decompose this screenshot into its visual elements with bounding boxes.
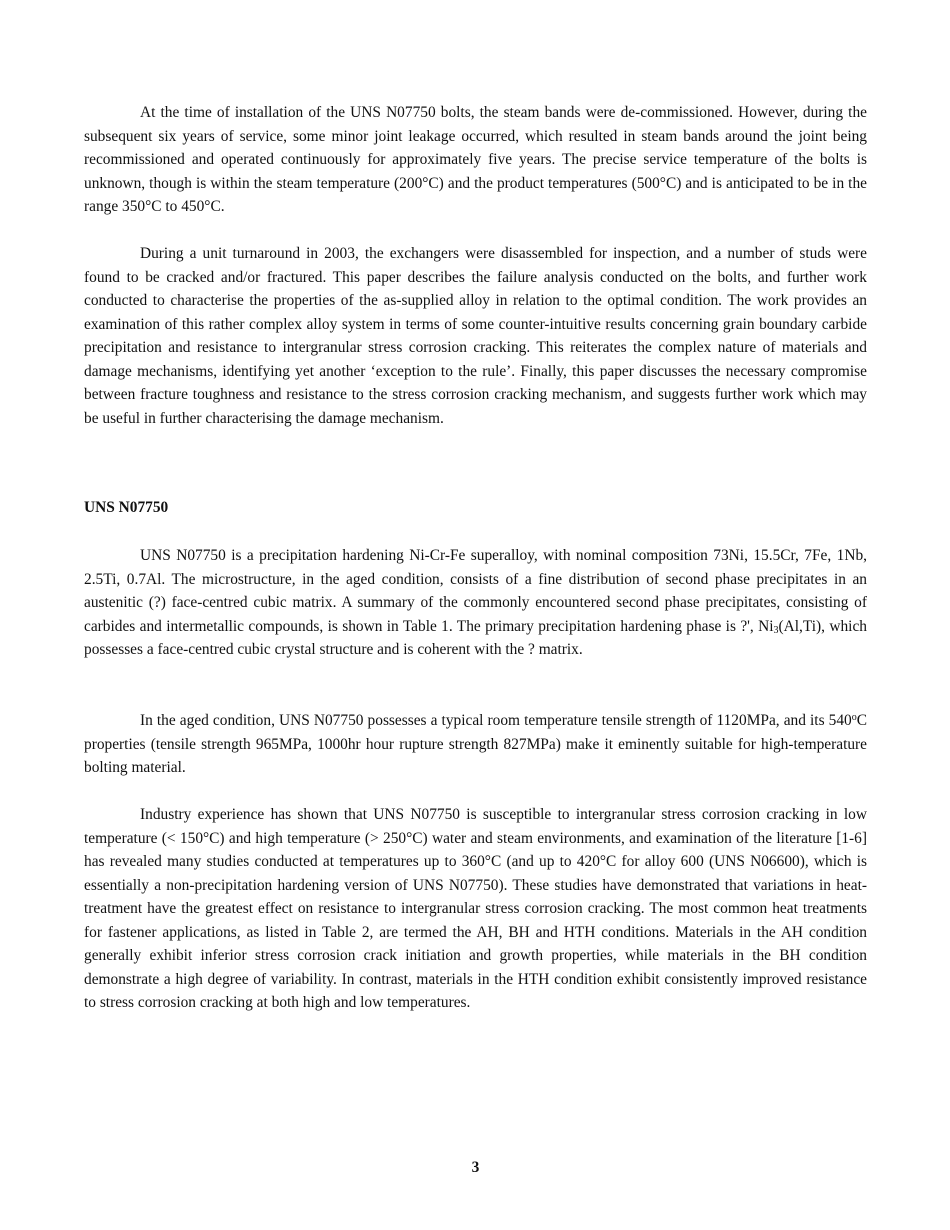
paragraph-alloy-description [84, 544, 867, 662]
paragraph-aged-properties [84, 709, 867, 780]
paragraph-installation-history [84, 101, 867, 219]
degree-superscript: o [851, 712, 857, 723]
paragraph-industry-experience [84, 803, 867, 1015]
document-page [84, 0, 867, 1230]
paragraph-text: (Al,Ti), which possesses a face-centred cubic crystal structure and is coherent with the ? matrix. [84, 617, 867, 658]
subscript-3: 3 [773, 624, 779, 636]
paragraph-text: UNS N07750 is a precipitation hardening Ni-Cr-Fe superalloy, with nominal composition 73Ni, 15.5Cr, 7Fe, 1Nb, 2.5Ti, 0.7Al. The microstructure, in the aged condition, consists of a fine distribution of second phase precipitates in an austenitic (?) face-centred cubic matrix. A summary of the commonly encountered second phase precipitates, consisting of carbides and intermetallic compounds, is shown in Table 1. The primary precipitation hardening phase is ?', Ni [84, 547, 867, 635]
paragraph-text: During a unit turnaround in 2003, the exchangers were disassembled for inspection, and a number of studs were found to be cracked and/or fractured. This paper describes the failure analysis conducted on the bolts, and further work conducted to characterise the properties of the as-supplied alloy in relation to the optimal condition. The work provides an examination of this rather complex alloy system in terms of some counter-intuitive results concerning grain boundary carbide precipitation and resistance to intergranular stress corrosion cracking. This reiterates the complex nature of materials and damage mechanisms, identifying yet another ‘exception to the rule’. Finally, this paper discusses the necessary compromise between fracture toughness and resistance to the stress corrosion cracking mechanism, and suggests further work which may be useful in further characterising the damage mechanism. [84, 245, 867, 427]
paragraph-text: C properties (tensile strength 965MPa, 1000hr hour rupture strength 827MPa) make it eminently suitable for high-temperature bolting material. [84, 712, 867, 776]
page-number: 3 [471, 1159, 480, 1176]
paragraph-text: At the time of installation of the UNS N07750 bolts, the steam bands were de-commissioned. However, during the subsequent six years of service, some minor joint leakage occurred, which resulted in steam bands around the joint being recommissioned and operated continuously for approximately five years. The precise service temperature of the bolts is unknown, though is within the steam temperature (200°C) and the product temperatures (500°C) and is anticipated to be in the range 350°C to 450°C. [84, 104, 867, 215]
paragraph-text: Industry experience has shown that UNS N07750 is susceptible to intergranular stress corrosion cracking in low temperature (< 150°C) and high temperature (> 250°C) water and steam environments, and examination of the literature [1-6] has revealed many studies conducted at temperatures up to 360°C (and up to 420°C for alloy 600 (UNS N06600), which is essentially a non-precipitation hardening version of UNS N07750). These studies have demonstrated that variations in heat-treatment have the greatest effect on resistance to intergranular stress corrosion cracking. The most common heat treatments for fastener applications, as listed in Table 2, are termed the AH, BH and HTH conditions. Materials in the AH condition generally exhibit inferior stress corrosion crack initiation and growth properties, while materials in the BH condition demonstrate a high degree of variability. In contrast, materials in the HTH condition exhibit consistently improved resistance to stress corrosion cracking at both high and low temperatures. [84, 806, 867, 1011]
section-heading: UNS N07750 [84, 499, 169, 516]
paragraph-turnaround-inspection [84, 242, 867, 430]
paragraph-text: In the aged condition, UNS N07750 possesses a typical room temperature tensile strength of 1120MPa, and its 540 [140, 712, 852, 729]
